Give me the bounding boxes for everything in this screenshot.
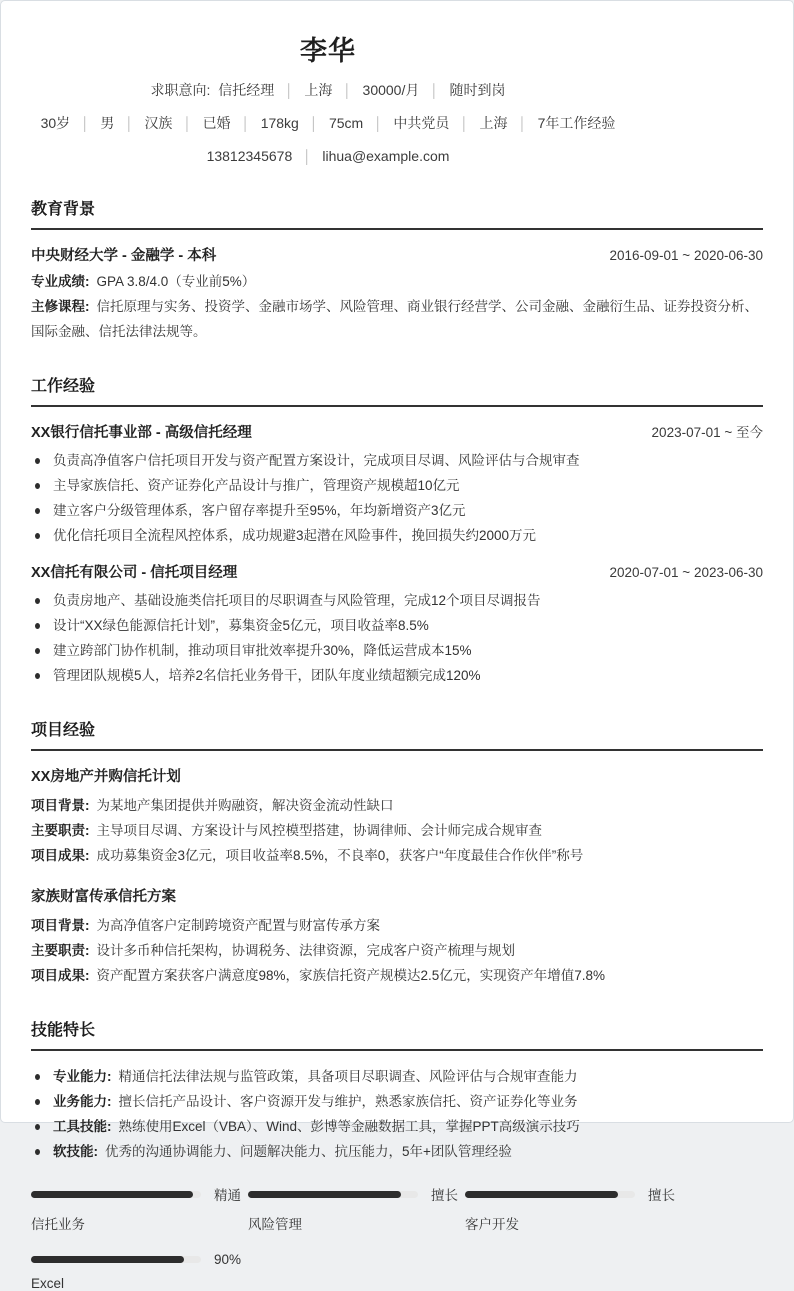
section-work — [31, 373, 763, 688]
section-title-projects: 项目经验 — [31, 717, 763, 751]
separator: │ — [374, 116, 383, 131]
skill-bar — [465, 1184, 682, 1233]
skill-bar-track — [31, 1256, 201, 1263]
separator: │ — [125, 116, 134, 131]
project-row — [31, 818, 763, 843]
education-entry-header — [31, 243, 763, 269]
skill-bars-grid — [31, 1184, 763, 1291]
education-row — [31, 269, 763, 294]
bullet-dot-icon — [35, 648, 40, 654]
section-education — [31, 196, 763, 344]
skill-bar-fill — [31, 1256, 184, 1263]
project-entry — [31, 884, 763, 988]
education-row-text: 信托原理与实务、投资学、金融市场学、风险管理、商业银行经营学、公司金融、金融衍生品、证券投资分析、国际金融、信托法律法规等。 — [31, 299, 758, 339]
bullet-dot-icon — [35, 623, 40, 629]
job-entry — [31, 560, 763, 688]
job-entry-header — [31, 420, 763, 446]
separator: │ — [518, 116, 527, 131]
school-degree: 中央财经大学 - 金融学 - 本科 — [31, 248, 217, 264]
bullet-dot-icon — [35, 483, 40, 489]
skill-bar-name: 风险管理 — [248, 1217, 302, 1232]
job-dates: 2020-07-01 ~ 2023-06-30 — [609, 565, 763, 580]
separator: │ — [343, 83, 352, 98]
skill-bullet-text: 擅长信托产品设计、客户资源开发与维护，熟悉家族信托、资产证券化等业务 — [118, 1094, 578, 1109]
job-bullet-text: 负责高净值客户信托项目开发与资产配置方案设计，完成项目尽调、风险评估与合规审查 — [53, 453, 580, 468]
project-row-text: 资产配置方案获客户满意度98%，家族信托资产规模达2.5亿元，实现资产年增值7.8% — [96, 968, 606, 983]
job-bullet-text: 负责房地产、基础设施类信托项目的尽职调查与风险管理，完成12个项目尽调报告 — [53, 593, 541, 608]
project-entry — [31, 764, 763, 868]
project-row-text: 主导项目尽调、方案设计与风控模型搭建，协调律师、会计师完成合规审查 — [96, 823, 542, 838]
job-bullet-list — [31, 448, 763, 548]
personal-item: 7年工作经验 — [537, 115, 616, 131]
education-row-label: 专业成绩: — [31, 274, 90, 289]
section-title-education: 教育背景 — [31, 196, 763, 230]
objective-item: 30000/月 — [362, 82, 420, 98]
skill-bullet-label: 专业能力: — [53, 1069, 112, 1084]
skill-bar-level: 擅长 — [431, 1188, 458, 1203]
skill-bullet-label: 工具技能: — [53, 1119, 112, 1134]
personal-item: 75cm — [328, 115, 364, 131]
project-row-text: 成功募集资金3亿元，项目收益率8.5%，不良率0，获客户“年度最佳合作伙伴”称号 — [96, 848, 584, 863]
skill-bullet-label: 业务能力: — [53, 1094, 112, 1109]
contact-line — [31, 146, 625, 167]
project-row — [31, 843, 763, 868]
project-row-label: 主要职责: — [31, 943, 90, 958]
skill-bar — [31, 1252, 248, 1291]
separator: │ — [285, 83, 294, 98]
resume-header — [31, 25, 625, 167]
skill-bar-fill — [465, 1191, 618, 1198]
personal-item: 上海 — [479, 115, 508, 131]
job-entry-header — [31, 560, 763, 586]
bullet-dot-icon — [35, 1099, 40, 1105]
skill-bar — [31, 1184, 248, 1233]
separator: │ — [460, 116, 469, 131]
project-row-text: 设计多币种信托架构，协调税务、法律资源，完成客户资产梳理与规划 — [96, 943, 515, 958]
section-title-work: 工作经验 — [31, 373, 763, 407]
objective-item: 信托经理 — [218, 82, 275, 98]
project-name: XX房地产并购信托计划 — [31, 769, 181, 785]
job-bullet-list — [31, 588, 763, 688]
section-title-skills: 技能特长 — [31, 1017, 763, 1051]
section-skills — [31, 1017, 763, 1291]
project-row-text: 为某地产集团提供并购融资，解决资金流动性缺口 — [96, 798, 394, 813]
company-position: XX信托有限公司 - 信托项目经理 — [31, 565, 238, 581]
separator: │ — [81, 116, 90, 131]
job-bullet — [31, 498, 763, 523]
project-row — [31, 913, 763, 938]
skill-bar-fill — [31, 1191, 193, 1198]
bullet-dot-icon — [35, 458, 40, 464]
phone-number: 13812345678 — [206, 148, 293, 164]
job-bullet — [31, 448, 763, 473]
project-row-label: 项目成果: — [31, 968, 90, 983]
skill-bar-name: 客户开发 — [465, 1217, 519, 1232]
separator: │ — [183, 116, 192, 131]
skill-bar-name: 信托业务 — [31, 1217, 85, 1232]
skill-bullet-text: 熟练使用Excel（VBA）、Wind、彭博等金融数据工具，掌握PPT高级演示技巧 — [118, 1119, 580, 1134]
personal-info-line — [31, 113, 625, 134]
bullet-dot-icon — [35, 533, 40, 539]
job-bullet — [31, 638, 763, 663]
job-bullet-text: 管理团队规模5人，培养2名信托业务骨干，团队年度业绩超额完成120% — [53, 668, 481, 683]
project-row — [31, 793, 763, 818]
project-name: 家族财富传承信托方案 — [31, 889, 176, 905]
skill-bar-level: 擅长 — [648, 1188, 675, 1203]
bullet-dot-icon — [35, 598, 40, 604]
skill-bar-level: 90% — [214, 1252, 242, 1267]
skill-bar-name: Excel — [31, 1276, 65, 1291]
job-bullet — [31, 588, 763, 613]
job-bullet — [31, 523, 763, 548]
personal-item: 中共党员 — [393, 115, 450, 131]
project-row-label: 项目背景: — [31, 798, 90, 813]
skill-bar-fill — [248, 1191, 401, 1198]
skill-bar — [248, 1184, 465, 1233]
education-row-text: GPA 3.8/4.0（专业前5%） — [96, 274, 256, 289]
project-row-label: 主要职责: — [31, 823, 90, 838]
separator: │ — [309, 116, 318, 131]
job-bullet — [31, 473, 763, 498]
job-bullet-text: 优化信托项目全流程风控体系，成功规避3起潜在风险事件，挽回损失约2000万元 — [53, 528, 537, 543]
candidate-name: 李华 — [300, 36, 356, 66]
email-address: lihua@example.com — [322, 148, 450, 164]
education-row — [31, 294, 763, 344]
section-projects — [31, 717, 763, 988]
skill-bullet-label: 软技能: — [53, 1144, 98, 1159]
skill-bar-level: 精通 — [214, 1188, 241, 1203]
personal-item: 男 — [100, 115, 115, 131]
skills-bullet-list — [31, 1064, 763, 1164]
separator: │ — [303, 149, 312, 164]
project-row-label: 项目背景: — [31, 918, 90, 933]
objective-line — [31, 80, 625, 101]
skill-bullet-text: 精通信托法律法规与监管政策，具备项目尽职调查、风险评估与合规审查能力 — [118, 1069, 578, 1084]
skill-bullet — [31, 1064, 763, 1089]
project-row-label: 项目成果: — [31, 848, 90, 863]
job-dates: 2023-07-01 ~ 至今 — [651, 425, 763, 440]
objective-label: 求职意向: — [150, 82, 211, 98]
project-row — [31, 938, 763, 963]
project-row — [31, 963, 763, 988]
skill-bullet — [31, 1089, 763, 1114]
skill-bullet — [31, 1139, 763, 1164]
job-bullet — [31, 613, 763, 638]
separator: │ — [241, 116, 250, 131]
bullet-dot-icon — [35, 673, 40, 679]
personal-item: 已婚 — [202, 115, 231, 131]
personal-item: 汉族 — [144, 115, 173, 131]
personal-item: 178kg — [260, 115, 299, 131]
skill-bullet-text: 优秀的沟通协调能力、问题解决能力、抗压能力，5年+团队管理经验 — [105, 1144, 512, 1159]
job-entry — [31, 420, 763, 548]
personal-item: 30岁 — [40, 115, 71, 131]
skill-bar-track — [31, 1191, 201, 1198]
job-bullet-text: 建立跨部门协作机制，推动项目审批效率提升30%，降低运营成本15% — [53, 643, 472, 658]
skill-bullet — [31, 1114, 763, 1139]
job-bullet-text: 设计“XX绿色能源信托计划”，募集资金5亿元，项目收益率8.5% — [53, 618, 429, 633]
job-bullet — [31, 663, 763, 688]
education-row-label: 主修课程: — [31, 299, 90, 314]
skill-bar-track — [248, 1191, 418, 1198]
objective-item: 随时到岗 — [449, 82, 506, 98]
separator: │ — [430, 83, 439, 98]
skill-bar-track — [465, 1191, 635, 1198]
education-dates: 2016-09-01 ~ 2020-06-30 — [609, 248, 763, 263]
bullet-dot-icon — [35, 1074, 40, 1080]
bullet-dot-icon — [35, 1124, 40, 1130]
bullet-dot-icon — [35, 1149, 40, 1155]
job-bullet-text: 建立客户分级管理体系，客户留存率提升至95%，年均新增资产3亿元 — [53, 503, 466, 518]
company-position: XX银行信托事业部 - 高级信托经理 — [31, 425, 252, 441]
job-bullet-text: 主导家族信托、资产证券化产品设计与推广，管理资产规模超10亿元 — [53, 478, 460, 493]
objective-item: 上海 — [304, 82, 333, 98]
project-row-text: 为高净值客户定制跨境资产配置与财富传承方案 — [96, 918, 380, 933]
bullet-dot-icon — [35, 508, 40, 514]
